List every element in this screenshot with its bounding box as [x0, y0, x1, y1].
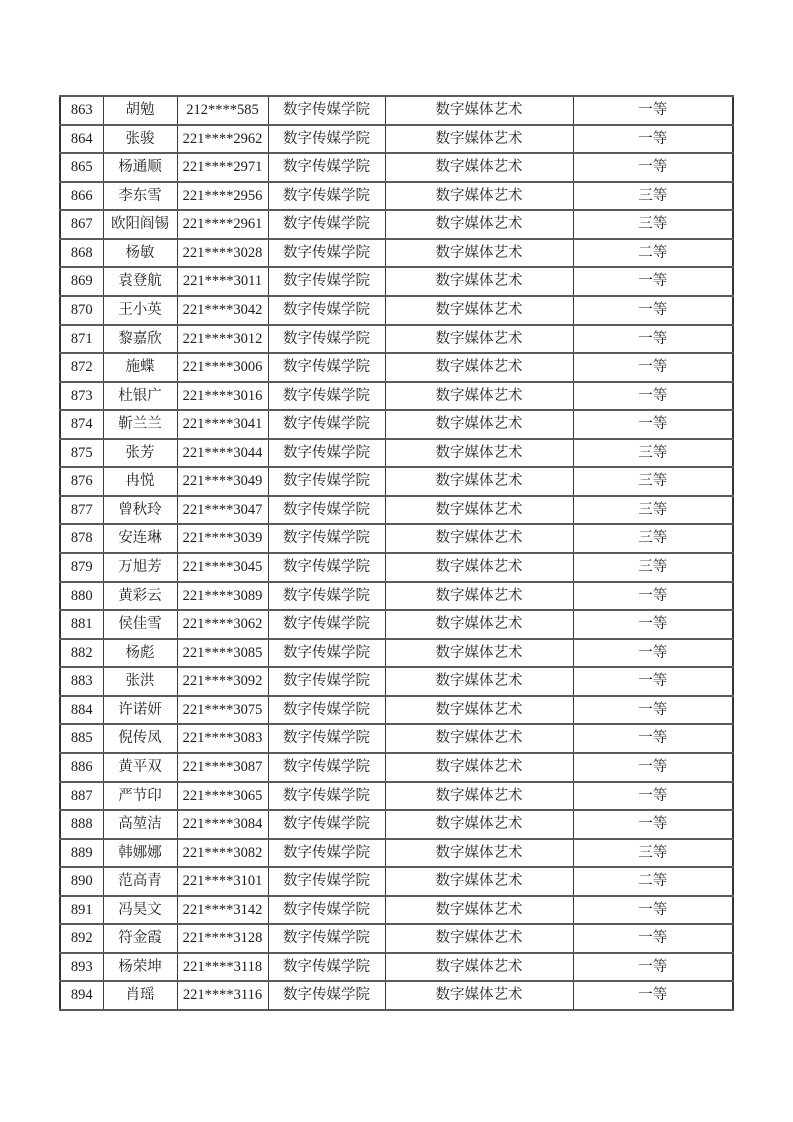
college-cell: 数字传媒学院 — [268, 924, 385, 953]
student-name-cell: 胡勉 — [103, 96, 177, 125]
table-row — [60, 981, 733, 1010]
student-id-cell: 221****2971 — [177, 153, 268, 182]
student-id-cell: 221****3142 — [177, 896, 268, 925]
student-id-cell: 221****3041 — [177, 410, 268, 439]
college-cell: 数字传媒学院 — [268, 153, 385, 182]
table-row — [60, 182, 733, 211]
college-cell: 数字传媒学院 — [268, 553, 385, 582]
college-cell: 数字传媒学院 — [268, 239, 385, 268]
award-level-cell: 一等 — [573, 753, 733, 782]
award-level-cell: 一等 — [573, 96, 733, 125]
student-name-cell: 李东雪 — [103, 182, 177, 211]
table-row — [60, 896, 733, 925]
student-id-cell: 221****3083 — [177, 724, 268, 753]
table-row — [60, 382, 733, 411]
row-number-cell: 884 — [60, 696, 103, 725]
row-number-cell: 888 — [60, 810, 103, 839]
student-id-cell: 221****3128 — [177, 924, 268, 953]
award-level-cell: 三等 — [573, 839, 733, 868]
college-cell: 数字传媒学院 — [268, 724, 385, 753]
row-number-cell: 871 — [60, 325, 103, 354]
major-cell: 数字媒体艺术 — [385, 839, 573, 868]
student-name-cell: 范高青 — [103, 867, 177, 896]
student-id-cell: 221****3047 — [177, 496, 268, 525]
student-id-cell: 221****2962 — [177, 125, 268, 154]
student-id-cell: 221****3045 — [177, 553, 268, 582]
major-cell: 数字媒体艺术 — [385, 325, 573, 354]
row-number-cell: 866 — [60, 182, 103, 211]
table-row — [60, 696, 733, 725]
row-number-cell: 882 — [60, 639, 103, 668]
major-cell: 数字媒体艺术 — [385, 553, 573, 582]
table-row — [60, 924, 733, 953]
major-cell: 数字媒体艺术 — [385, 296, 573, 325]
student-id-cell: 221****3042 — [177, 296, 268, 325]
award-level-cell: 二等 — [573, 239, 733, 268]
major-cell: 数字媒体艺术 — [385, 496, 573, 525]
college-cell: 数字传媒学院 — [268, 467, 385, 496]
award-level-cell: 三等 — [573, 210, 733, 239]
major-cell: 数字媒体艺术 — [385, 953, 573, 982]
row-number-cell: 881 — [60, 610, 103, 639]
student-id-cell: 221****3006 — [177, 353, 268, 382]
award-level-cell: 二等 — [573, 867, 733, 896]
student-name-cell: 张洪 — [103, 667, 177, 696]
college-cell: 数字传媒学院 — [268, 782, 385, 811]
award-level-cell: 一等 — [573, 153, 733, 182]
student-name-cell: 冯昊文 — [103, 896, 177, 925]
row-number-cell: 873 — [60, 382, 103, 411]
award-level-cell: 一等 — [573, 810, 733, 839]
major-cell: 数字媒体艺术 — [385, 125, 573, 154]
row-number-cell: 878 — [60, 524, 103, 553]
student-id-cell: 221****3089 — [177, 582, 268, 611]
row-number-cell: 880 — [60, 582, 103, 611]
college-cell: 数字传媒学院 — [268, 953, 385, 982]
row-number-cell: 874 — [60, 410, 103, 439]
college-cell: 数字传媒学院 — [268, 382, 385, 411]
major-cell: 数字媒体艺术 — [385, 639, 573, 668]
row-number-cell: 868 — [60, 239, 103, 268]
student-id-cell: 221****3016 — [177, 382, 268, 411]
row-number-cell: 893 — [60, 953, 103, 982]
row-number-cell: 889 — [60, 839, 103, 868]
major-cell: 数字媒体艺术 — [385, 353, 573, 382]
table-row — [60, 639, 733, 668]
table-row — [60, 267, 733, 296]
student-name-cell: 严节印 — [103, 782, 177, 811]
college-cell: 数字传媒学院 — [268, 439, 385, 468]
student-name-cell: 高堃洁 — [103, 810, 177, 839]
student-id-cell: 221****3028 — [177, 239, 268, 268]
college-cell: 数字传媒学院 — [268, 353, 385, 382]
award-level-cell: 一等 — [573, 325, 733, 354]
student-name-cell: 韩娜娜 — [103, 839, 177, 868]
table-row — [60, 210, 733, 239]
row-number-cell: 892 — [60, 924, 103, 953]
table-row — [60, 724, 733, 753]
table-row — [60, 839, 733, 868]
row-number-cell: 879 — [60, 553, 103, 582]
student-name-cell: 杨彪 — [103, 639, 177, 668]
student-name-cell: 张骏 — [103, 125, 177, 154]
award-level-cell: 一等 — [573, 382, 733, 411]
college-cell: 数字传媒学院 — [268, 524, 385, 553]
student-id-cell: 221****3012 — [177, 325, 268, 354]
award-level-cell: 一等 — [573, 410, 733, 439]
table-row — [60, 667, 733, 696]
row-number-cell: 867 — [60, 210, 103, 239]
student-id-cell: 221****3049 — [177, 467, 268, 496]
table-row — [60, 496, 733, 525]
student-name-cell: 王小英 — [103, 296, 177, 325]
row-number-cell: 894 — [60, 981, 103, 1010]
major-cell: 数字媒体艺术 — [385, 96, 573, 125]
student-name-cell: 杨通顺 — [103, 153, 177, 182]
college-cell: 数字传媒学院 — [268, 582, 385, 611]
table-row — [60, 239, 733, 268]
student-name-cell: 许诺妍 — [103, 696, 177, 725]
award-level-cell: 一等 — [573, 667, 733, 696]
award-level-cell: 一等 — [573, 724, 733, 753]
student-name-cell: 倪传凤 — [103, 724, 177, 753]
college-cell: 数字传媒学院 — [268, 753, 385, 782]
major-cell: 数字媒体艺术 — [385, 439, 573, 468]
row-number-cell: 885 — [60, 724, 103, 753]
award-level-cell: 三等 — [573, 553, 733, 582]
student-id-cell: 221****3118 — [177, 953, 268, 982]
table-row — [60, 524, 733, 553]
table-row — [60, 410, 733, 439]
student-name-cell: 万旭芳 — [103, 553, 177, 582]
student-id-cell: 221****3044 — [177, 439, 268, 468]
award-level-cell: 三等 — [573, 524, 733, 553]
row-number-cell: 869 — [60, 267, 103, 296]
award-level-cell: 一等 — [573, 924, 733, 953]
major-cell: 数字媒体艺术 — [385, 467, 573, 496]
major-cell: 数字媒体艺术 — [385, 582, 573, 611]
student-id-cell: 221****3084 — [177, 810, 268, 839]
student-name-cell: 安连琳 — [103, 524, 177, 553]
student-id-cell: 221****3075 — [177, 696, 268, 725]
major-cell: 数字媒体艺术 — [385, 182, 573, 211]
major-cell: 数字媒体艺术 — [385, 981, 573, 1010]
student-id-cell: 221****3011 — [177, 267, 268, 296]
college-cell: 数字传媒学院 — [268, 839, 385, 868]
student-id-cell: 221****3039 — [177, 524, 268, 553]
college-cell: 数字传媒学院 — [268, 496, 385, 525]
college-cell: 数字传媒学院 — [268, 867, 385, 896]
student-name-cell: 黄彩云 — [103, 582, 177, 611]
table-row — [60, 582, 733, 611]
award-level-cell: 三等 — [573, 467, 733, 496]
student-id-cell: 221****3087 — [177, 753, 268, 782]
award-level-cell: 一等 — [573, 639, 733, 668]
table-row — [60, 353, 733, 382]
award-level-cell: 三等 — [573, 496, 733, 525]
student-name-cell: 张芳 — [103, 439, 177, 468]
row-number-cell: 891 — [60, 896, 103, 925]
student-id-cell: 221****3062 — [177, 610, 268, 639]
student-id-cell: 221****3116 — [177, 981, 268, 1010]
table-row — [60, 753, 733, 782]
major-cell: 数字媒体艺术 — [385, 667, 573, 696]
row-number-cell: 890 — [60, 867, 103, 896]
college-cell: 数字传媒学院 — [268, 296, 385, 325]
table-row — [60, 125, 733, 154]
college-cell: 数字传媒学院 — [268, 125, 385, 154]
major-cell: 数字媒体艺术 — [385, 810, 573, 839]
table-row — [60, 467, 733, 496]
row-number-cell: 872 — [60, 353, 103, 382]
table-row — [60, 153, 733, 182]
table-row — [60, 782, 733, 811]
college-cell: 数字传媒学院 — [268, 810, 385, 839]
award-level-cell: 三等 — [573, 439, 733, 468]
table-row — [60, 96, 733, 125]
award-level-cell: 一等 — [573, 981, 733, 1010]
student-id-cell: 221****3065 — [177, 782, 268, 811]
student-name-cell: 袁登航 — [103, 267, 177, 296]
student-name-cell: 欧阳阎锡 — [103, 210, 177, 239]
award-level-cell: 一等 — [573, 782, 733, 811]
award-level-cell: 一等 — [573, 267, 733, 296]
major-cell: 数字媒体艺术 — [385, 724, 573, 753]
student-name-cell: 杨敏 — [103, 239, 177, 268]
table-row — [60, 439, 733, 468]
table-row — [60, 810, 733, 839]
college-cell: 数字传媒学院 — [268, 639, 385, 668]
student-id-cell: 212****585 — [177, 96, 268, 125]
award-level-cell: 一等 — [573, 696, 733, 725]
college-cell: 数字传媒学院 — [268, 667, 385, 696]
row-number-cell: 876 — [60, 467, 103, 496]
student-id-cell: 221****2956 — [177, 182, 268, 211]
award-level-cell: 一等 — [573, 582, 733, 611]
table-row — [60, 553, 733, 582]
table-row — [60, 610, 733, 639]
major-cell: 数字媒体艺术 — [385, 924, 573, 953]
student-name-cell: 黎嘉欣 — [103, 325, 177, 354]
table-row — [60, 953, 733, 982]
college-cell: 数字传媒学院 — [268, 210, 385, 239]
major-cell: 数字媒体艺术 — [385, 410, 573, 439]
student-name-cell: 靳兰兰 — [103, 410, 177, 439]
row-number-cell: 875 — [60, 439, 103, 468]
major-cell: 数字媒体艺术 — [385, 696, 573, 725]
row-number-cell: 887 — [60, 782, 103, 811]
college-cell: 数字传媒学院 — [268, 96, 385, 125]
student-id-cell: 221****3085 — [177, 639, 268, 668]
student-id-cell: 221****2961 — [177, 210, 268, 239]
student-id-cell: 221****3101 — [177, 867, 268, 896]
table-row — [60, 325, 733, 354]
row-number-cell: 877 — [60, 496, 103, 525]
row-number-cell: 864 — [60, 125, 103, 154]
college-cell: 数字传媒学院 — [268, 696, 385, 725]
college-cell: 数字传媒学院 — [268, 410, 385, 439]
student-name-cell: 杨荣坤 — [103, 953, 177, 982]
student-id-cell: 221****3092 — [177, 667, 268, 696]
major-cell: 数字媒体艺术 — [385, 153, 573, 182]
student-name-cell: 杜银广 — [103, 382, 177, 411]
student-id-cell: 221****3082 — [177, 839, 268, 868]
row-number-cell: 863 — [60, 96, 103, 125]
college-cell: 数字传媒学院 — [268, 896, 385, 925]
award-level-cell: 一等 — [573, 296, 733, 325]
award-level-cell: 一等 — [573, 125, 733, 154]
major-cell: 数字媒体艺术 — [385, 753, 573, 782]
student-name-cell: 黄平双 — [103, 753, 177, 782]
award-level-cell: 一等 — [573, 896, 733, 925]
award-level-cell: 一等 — [573, 353, 733, 382]
award-table-body — [60, 96, 733, 1010]
student-name-cell: 曾秋玲 — [103, 496, 177, 525]
row-number-cell: 865 — [60, 153, 103, 182]
major-cell: 数字媒体艺术 — [385, 610, 573, 639]
student-name-cell: 符金霞 — [103, 924, 177, 953]
major-cell: 数字媒体艺术 — [385, 239, 573, 268]
major-cell: 数字媒体艺术 — [385, 210, 573, 239]
table-row — [60, 867, 733, 896]
row-number-cell: 870 — [60, 296, 103, 325]
student-name-cell: 施蝶 — [103, 353, 177, 382]
award-table — [59, 95, 734, 1011]
college-cell: 数字传媒学院 — [268, 610, 385, 639]
award-level-cell: 三等 — [573, 182, 733, 211]
table-row — [60, 296, 733, 325]
college-cell: 数字传媒学院 — [268, 325, 385, 354]
student-name-cell: 肖瑶 — [103, 981, 177, 1010]
major-cell: 数字媒体艺术 — [385, 267, 573, 296]
award-level-cell: 一等 — [573, 610, 733, 639]
major-cell: 数字媒体艺术 — [385, 867, 573, 896]
major-cell: 数字媒体艺术 — [385, 382, 573, 411]
student-name-cell: 冉悦 — [103, 467, 177, 496]
major-cell: 数字媒体艺术 — [385, 782, 573, 811]
major-cell: 数字媒体艺术 — [385, 524, 573, 553]
college-cell: 数字传媒学院 — [268, 267, 385, 296]
major-cell: 数字媒体艺术 — [385, 896, 573, 925]
college-cell: 数字传媒学院 — [268, 182, 385, 211]
row-number-cell: 886 — [60, 753, 103, 782]
award-level-cell: 一等 — [573, 953, 733, 982]
student-name-cell: 侯佳雪 — [103, 610, 177, 639]
college-cell: 数字传媒学院 — [268, 981, 385, 1010]
row-number-cell: 883 — [60, 667, 103, 696]
